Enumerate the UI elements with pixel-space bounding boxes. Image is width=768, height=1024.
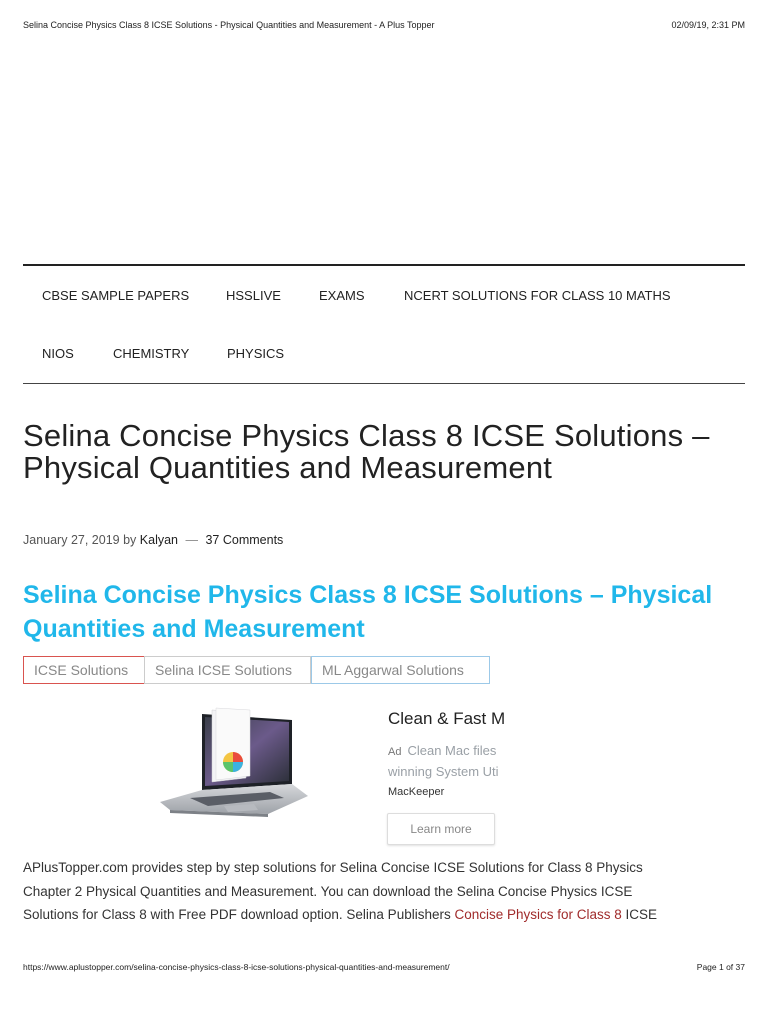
- post-date[interactable]: January 27, 2019: [23, 533, 120, 547]
- section-heading: Selina Concise Physics Class 8 ICSE Solutions – Physical Quantities and Measurement: [23, 581, 713, 643]
- ad-brand[interactable]: MacKeeper: [388, 786, 445, 798]
- nav-item-hsslive[interactable]: HSSLIVE: [226, 288, 281, 303]
- post-meta: [23, 533, 283, 547]
- article-body: [23, 856, 745, 927]
- nav-item-exams[interactable]: EXAMS: [319, 288, 365, 303]
- tag-ml-aggarwal-solutions[interactable]: ML Aggarwal Solutions: [311, 656, 490, 684]
- ad-description[interactable]: [388, 741, 518, 781]
- post-author-link[interactable]: Kalyan: [139, 533, 179, 547]
- print-footer: [23, 962, 745, 976]
- body-line-3-text: Solutions for Class 8 with Free PDF download option. Selina Publishers: [23, 907, 455, 922]
- print-header-title: Selina Concise Physics Class 8 ICSE Solutions - Physical Quantities and Measurement - A Plus Topper: [23, 20, 435, 30]
- body-line-1: APlusTopper.com provides step by step solutions for Selina Concise ICSE Solutions for Class 8 Physics: [23, 860, 643, 875]
- post-by-label: by: [123, 533, 137, 547]
- nav-item-physics[interactable]: PHYSICS: [227, 346, 285, 361]
- ad-learn-more-button[interactable]: Learn more: [387, 813, 495, 845]
- nav-item-chemistry[interactable]: CHEMISTRY: [113, 346, 190, 361]
- ad-desc-line-1: Clean Mac files: [407, 743, 497, 758]
- body-line-2: Chapter 2 Physical Quantities and Measurement. You can download the Selina Concise Physics ICSE: [23, 883, 633, 899]
- concise-physics-link[interactable]: Concise Physics for Class 8: [454, 907, 622, 922]
- ad-label-badge: Ad: [388, 746, 402, 758]
- ad-headline[interactable]: Clean & Fast M: [388, 709, 506, 728]
- ad-desc-line-2: winning System Uti: [388, 764, 499, 779]
- meta-separator: —: [185, 533, 198, 547]
- print-header: [23, 20, 745, 34]
- tag-selina-icse-solutions[interactable]: Selina ICSE Solutions: [144, 656, 311, 684]
- nav-item-ncert-solutions[interactable]: NCERT SOLUTIONS FOR CLASS 10 MATHS: [404, 288, 671, 303]
- nav-item-cbse-sample-papers[interactable]: CBSE SAMPLE PAPERS: [42, 288, 190, 303]
- print-footer-url: https://www.aplustopper.com/selina-concise-physics-class-8-icse-solutions-physical-quantities-and-measurement/: [23, 962, 450, 972]
- body-line-3: [23, 903, 745, 927]
- post-comments-link[interactable]: 37 Comments: [205, 533, 284, 547]
- body-line-3-tail: ICSE: [621, 907, 658, 922]
- tag-icse-solutions[interactable]: ICSE Solutions: [23, 656, 145, 684]
- nav-item-nios[interactable]: NIOS: [42, 346, 74, 361]
- print-footer-page-number: Page 1 of 37: [696, 962, 745, 972]
- main-navigation: [23, 264, 745, 384]
- print-header-date: 02/09/19, 2:31 PM: [671, 20, 745, 30]
- laptop-ad-image[interactable]: [150, 706, 310, 824]
- page-title: Selina Concise Physics Class 8 ICSE Solutions – Physical Quantities and Measurement: [23, 418, 710, 485]
- advertisement[interactable]: [140, 700, 520, 850]
